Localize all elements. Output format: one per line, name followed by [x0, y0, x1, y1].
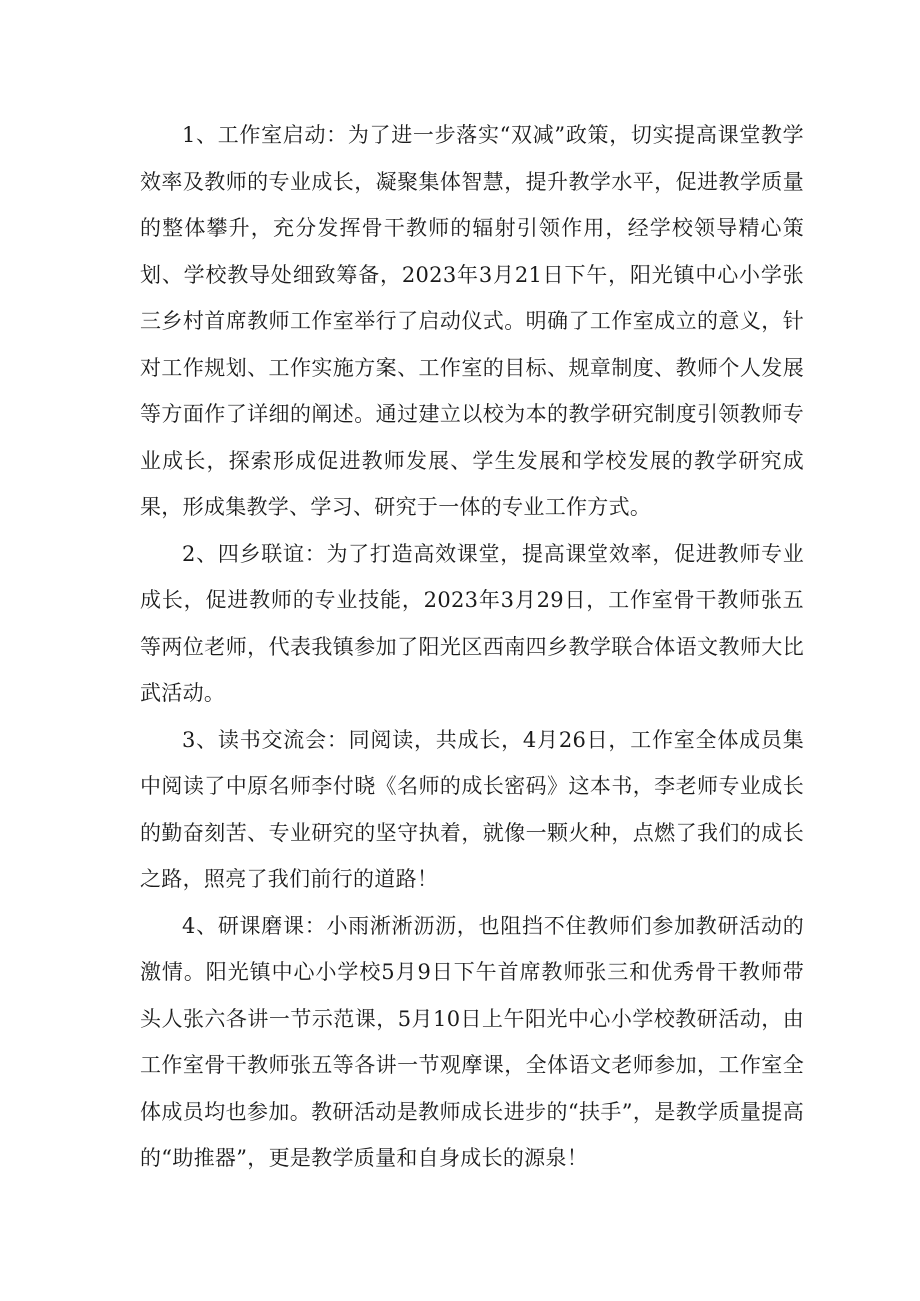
paragraph-reading-exchange: 3、读书交流会：同阅读，共成长，4月26日，工作室全体成员集中阅读了中原名师李付晓《名师的成长密码》这本书，李老师专业成长的勤奋刻苦、专业研究的坚守执着，就像一颗火种，点燃了我们的成长之路，照亮了我们前行的道路！	[140, 727, 804, 891]
document-body	[140, 112, 804, 1182]
paragraph-four-township-exchange: 2、四乡联谊：为了打造高效课堂，提高课堂效率，促进教师专业成长，促进教师的专业技能，2023年3月29日，工作室骨干教师张五等两位老师，代表我镇参加了阳光区西南四乡教学联合体语文教师大比武活动。	[140, 541, 804, 705]
paragraph-lesson-study: 4、研课磨课：小雨淅淅沥沥，也阻挡不住教师们参加教研活动的激情。阳光镇中心小学校5月9日下午首席教师张三和优秀骨干教师带头人张六各讲一节示范课，5月10日上午阳光中心小学校教研活动，由工作室骨干教师张五等各讲一节观摩课，全体语文老师参加，工作室全体成员均也参加。教研活动是教师成长进步的“扶手”，是教学质量提高的“助推器”，更是教学质量和自身成长的源泉！	[140, 913, 804, 1170]
paragraph-workroom-launch: 1、工作室启动：为了进一步落实“双减”政策，切实提高课堂教学效率及教师的专业成长，凝聚集体智慧，提升教学水平，促进教学质量的整体攀升，充分发挥骨干教师的辐射引领作用，经学校领导精心策划、学校教导处细致筹备，2023年3月21日下午，阳光镇中心小学张三乡村首席教师工作室举行了启动仪式。明确了工作室成立的意义，针对工作规划、工作实施方案、工作室的目标、规章制度、教师个人发展等方面作了详细的阐述。通过建立以校为本的教学研究制度引领教师专业成长，探索形成促进教师发展、学生发展和学校发展的教学研究成果，形成集教学、学习、研究于一体的专业工作方式。	[140, 123, 804, 519]
